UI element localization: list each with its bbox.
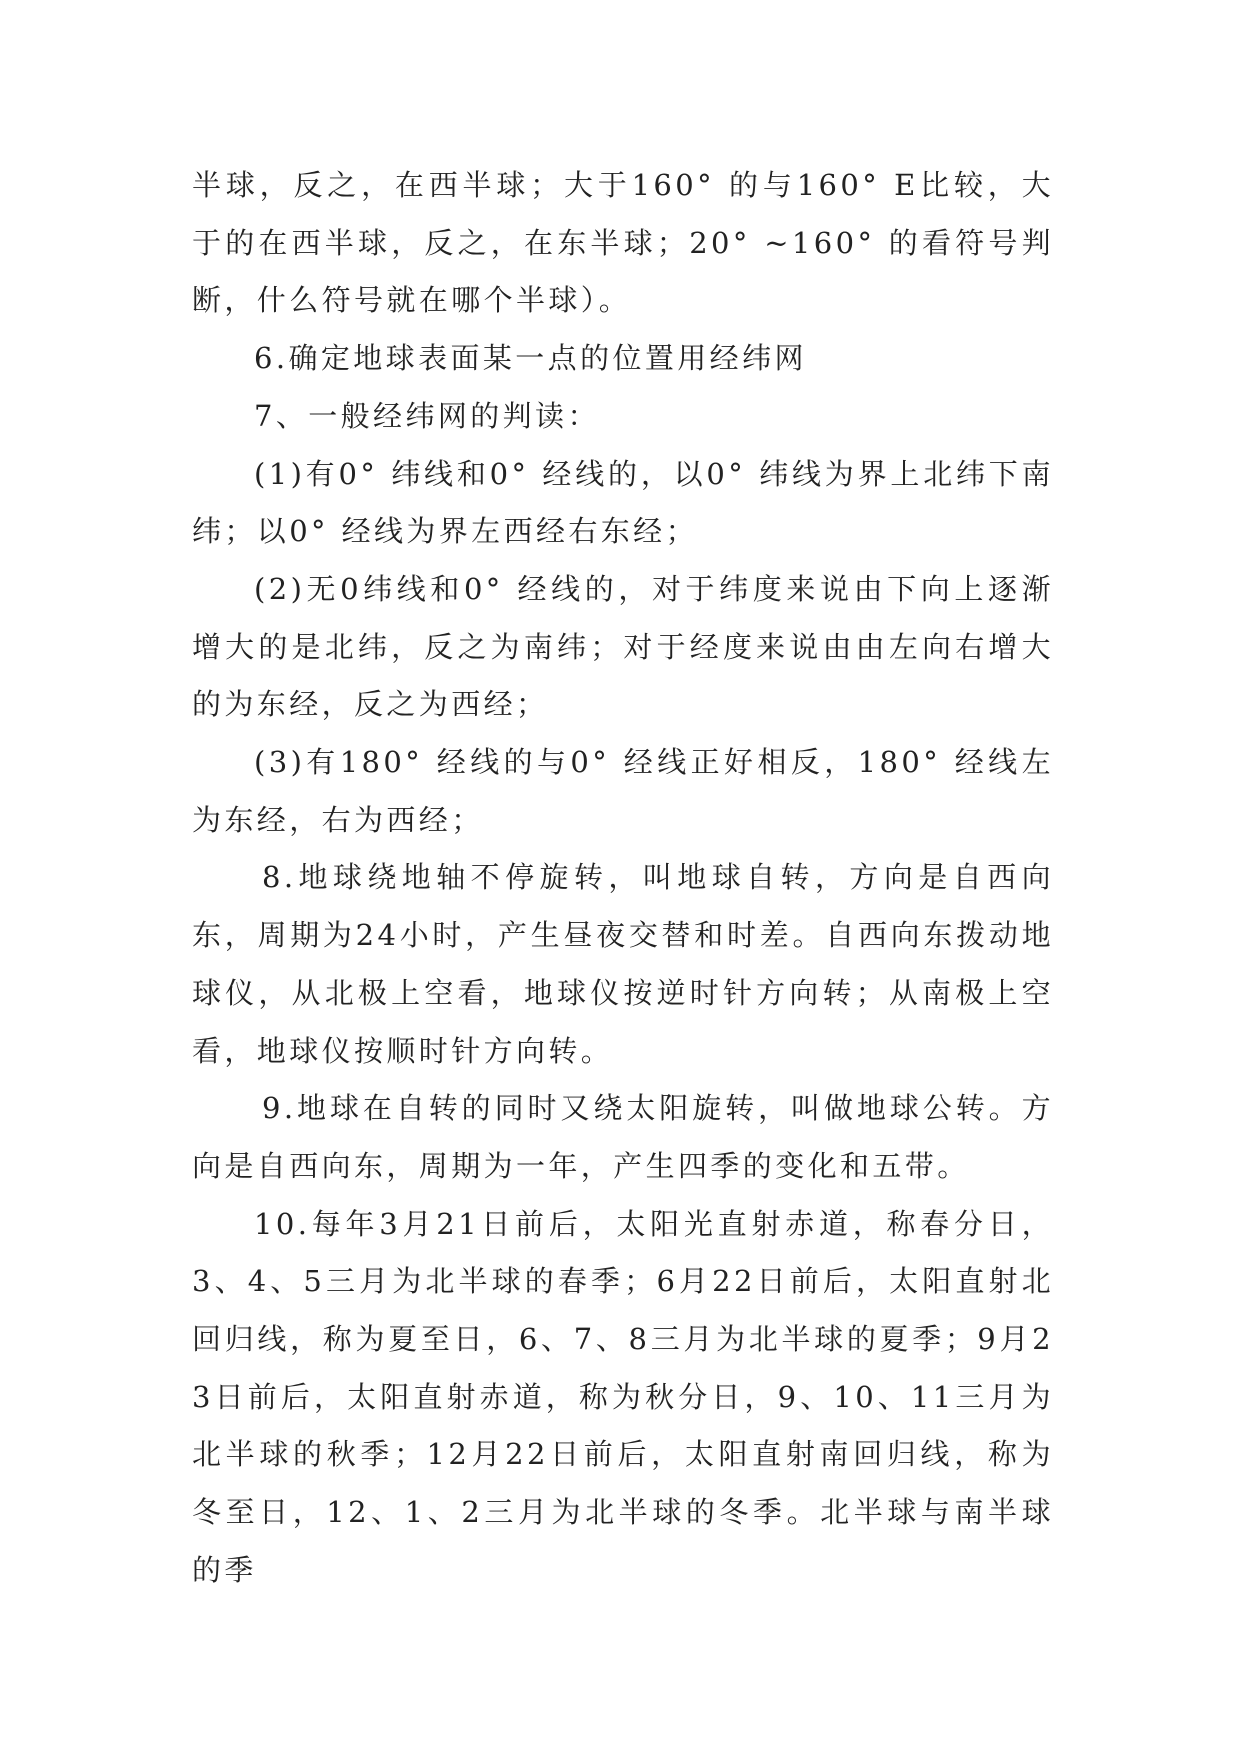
paragraph-item-6: 6.确定地球表面某一点的位置用经纬网 [254, 341, 807, 376]
paragraph-item-7-1: (1)有0° 纬线和0° 经线的，以0° 纬线为界上北纬下南纬；以0° 经线为界左西经右东经； [192, 456, 1054, 549]
paragraph-continuation: 半球，反之，在西半球；大于160° 的与160° E比较，大于的在西半球，反之，在东半球；20° ~160° 的看符号判断，什么符号就在哪个半球）。 [192, 168, 1054, 318]
paragraph-item-7-3: (3)有180° 经线的与0° 经线正好相反，180° 经线左为东经，右为西经； [192, 745, 1054, 837]
paragraph-item-7: 7、一般经纬网的判读： [254, 398, 600, 433]
paragraph-item-9: 9.地球在自转的同时又绕太阳旋转，叫做地球公转。方向是自西向东，周期为一年，产生四季的变化和五带。 [192, 1091, 1054, 1183]
paragraph-item-7-2: (2)无0纬线和0° 经线的，对于纬度来说由下向上逐渐增大的是北纬，反之为南纬；对于经度来说由由左向右增大的为东经，反之为西经； [192, 571, 1054, 722]
document-body [192, 157, 1054, 1600]
paragraph-item-10: 10.每年3月21日前后，太阳光直射赤道，称春分日，3、4、5三月为北半球的春季；6月22日前后，太阳直射北回归线，称为夏至日，6、7、8三月为北半球的夏季；9月23日前后，太阳直射赤道，称为秋分日，9、10、11三月为北半球的秋季；12月22日前后，太阳直射南回归线，称为冬至日，12、1、2三月为北半球的冬季。北半球与南半球的季 [192, 1206, 1054, 1587]
paragraph-item-8: 8.地球绕地轴不停旋转，叫地球自转，方向是自西向东，周期为24小时，产生昼夜交替和时差。自西向东拨动地球仪，从北极上空看，地球仪按逆时针方向转；从南极上空看，地球仪按顺时针方向转。 [192, 860, 1054, 1068]
